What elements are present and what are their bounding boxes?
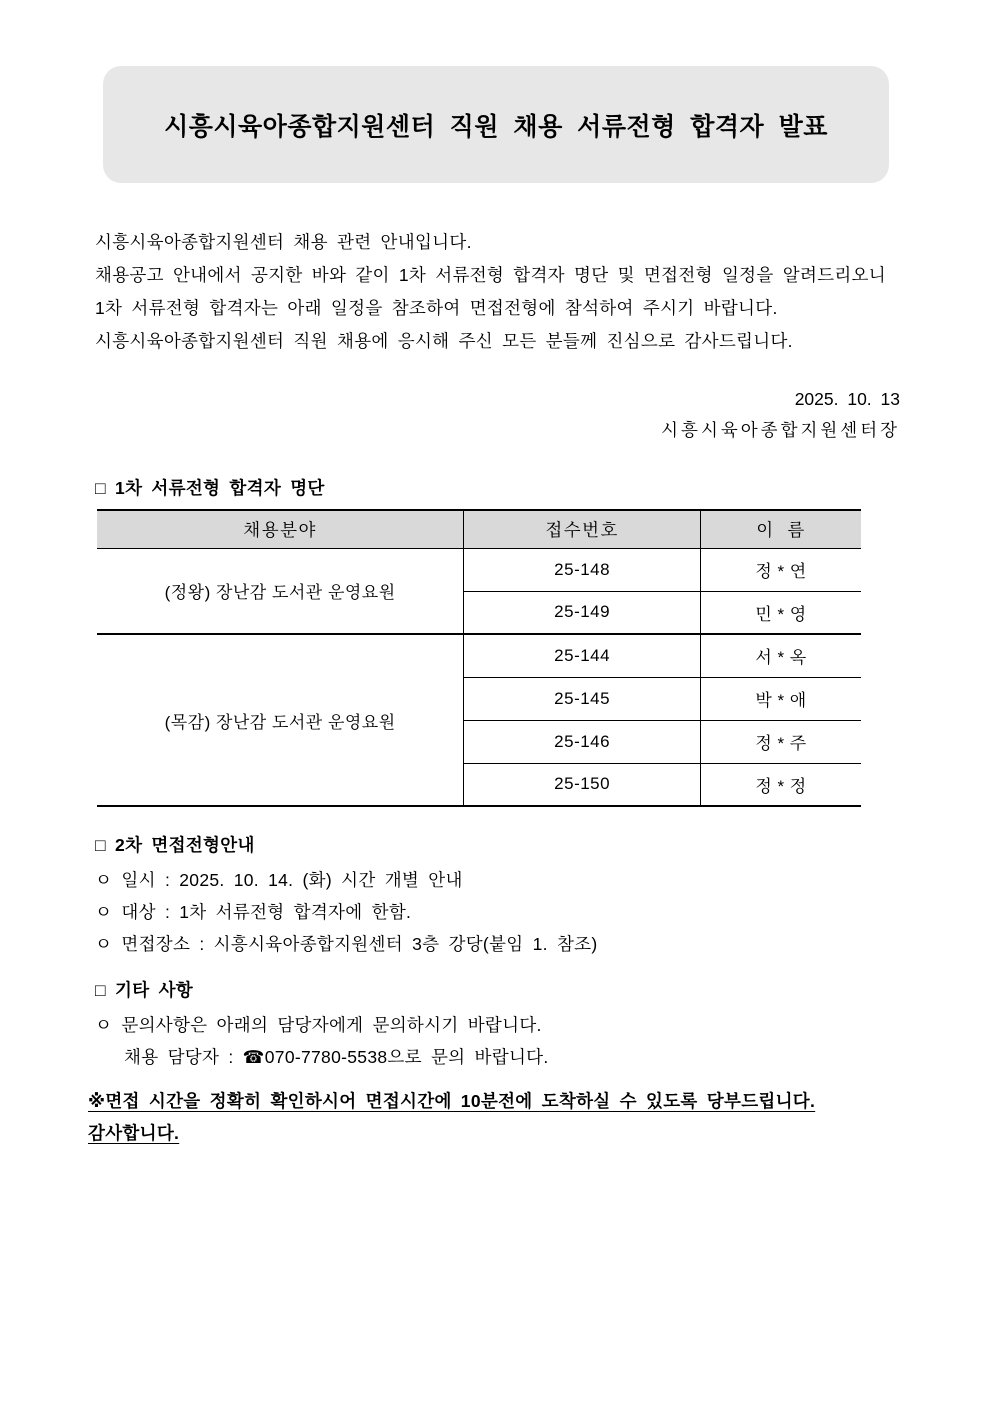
intro-paragraph (95, 226, 932, 358)
document-title: 시흥시육아종합지원센터 직원 채용 서류전형 합격자 발표 (164, 112, 828, 141)
name-cell: 박 * 애 (701, 677, 861, 720)
table-row (97, 634, 861, 677)
position-cell: (정왕) 장난감 도서관 운영요원 (97, 548, 464, 634)
column-header-number: 접수번호 (464, 510, 701, 548)
document-date: 2025. 10. 13 (794, 389, 900, 409)
footer-note-line-2: 감사합니다. (88, 1123, 180, 1143)
intro-line-1: 시흥시육아종합지원센터 채용 관련 안내입니다. (95, 232, 472, 252)
number-cell: 25-150 (464, 763, 701, 806)
name-cell: 정 * 연 (701, 548, 861, 591)
number-cell: 25-144 (464, 634, 701, 677)
date-signature-block (0, 384, 900, 446)
section3-heading: □ 기타 사항 (95, 980, 194, 1000)
name-cell: 민 * 영 (701, 591, 861, 634)
number-cell: 25-149 (464, 591, 701, 634)
inquiry-info-item: ㅇ 문의사항은 아래의 담당자에게 문의하시기 바랍니다. (95, 1015, 542, 1035)
name-cell: 서 * 옥 (701, 634, 861, 677)
contact-phone-item: 채용 담당자 : ☎070-7780-5538으로 문의 바랍니다. (124, 1047, 549, 1067)
number-cell: 25-148 (464, 548, 701, 591)
name-cell: 정 * 정 (701, 763, 861, 806)
footer-note-line-1: ※면접 시간을 정확히 확인하시어 면접시간에 10분전에 도착하실 수 있도록 당부드립니다. (88, 1091, 816, 1111)
column-header-position: 채용분야 (97, 510, 464, 548)
position-cell: (목감) 장난감 도서관 운영요원 (97, 634, 464, 806)
section2-items (95, 864, 932, 960)
interview-datetime-item: ㅇ 일시 : 2025. 10. 14. (화) 시간 개별 안내 (95, 870, 463, 890)
interview-location-item: ㅇ 면접장소 : 시흥시육아종합지원센터 3층 강당(붙임 1. 참조) (95, 934, 598, 954)
interview-target-item: ㅇ 대상 : 1차 서류전형 합격자에 한함. (95, 902, 412, 922)
table-header-row (97, 510, 861, 548)
intro-line-3: 1차 서류전형 합격자는 아래 일정을 참조하여 면접전형에 참석하여 주시기 바랍니다. (95, 298, 778, 318)
intro-line-2: 채용공고 안내에서 공지한 바와 같이 1차 서류전형 합격자 명단 및 면접전형 일정을 알려드리오니 (95, 265, 886, 285)
title-banner (103, 66, 889, 183)
document-signer: 시흥시육아종합지원센터장 (661, 420, 900, 440)
name-cell: 정 * 주 (701, 720, 861, 763)
pass-list-table (97, 509, 861, 807)
intro-line-4: 시흥시육아종합지원센터 직원 채용에 응시해 주신 모든 분들께 진심으로 감사드립니다. (95, 331, 793, 351)
table-row (97, 548, 861, 591)
section3-items (95, 1009, 932, 1073)
column-header-name: 이 름 (701, 510, 861, 548)
section2-heading: □ 2차 면접전형안내 (95, 835, 255, 855)
number-cell: 25-146 (464, 720, 701, 763)
footer-note (88, 1085, 932, 1149)
section1-heading: □ 1차 서류전형 합격자 명단 (95, 478, 325, 498)
number-cell: 25-145 (464, 677, 701, 720)
